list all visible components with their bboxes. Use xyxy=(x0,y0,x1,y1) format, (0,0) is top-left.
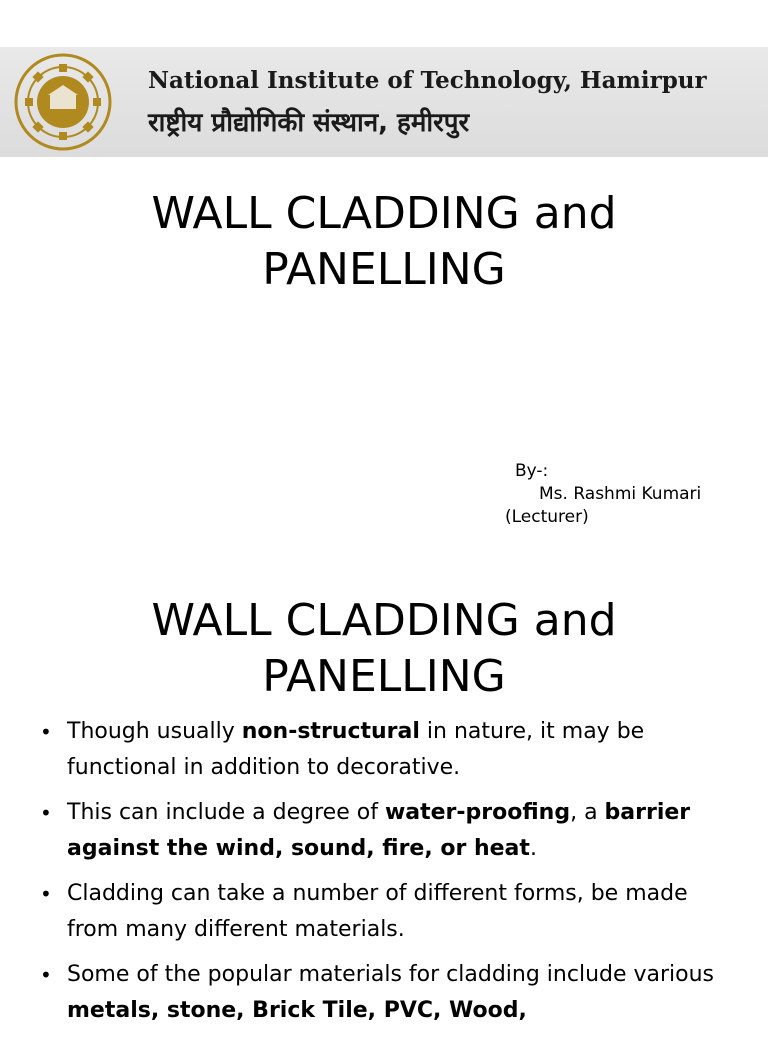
bullet-icon: • xyxy=(40,720,52,744)
institute-name-hindi: राष्ट्रीय प्रौद्योगिकी संस्थान, हमीरपुर xyxy=(148,108,470,138)
bullet-emphasis: metals, stone, Brick Tile, PVC, Wood, xyxy=(67,998,527,1023)
slide-title-line-2: PANELLING xyxy=(262,244,506,295)
bullet-icon: • xyxy=(40,882,52,906)
author-name: Ms. Rashmi Kumari xyxy=(539,484,702,504)
bullet-emphasis: non-structural xyxy=(241,719,420,744)
bullet-text: This can include a degree of xyxy=(67,800,385,825)
slide-title xyxy=(84,186,684,298)
bullet-text: , a xyxy=(570,800,605,825)
bullet-item xyxy=(40,876,740,948)
bullet-icon: • xyxy=(40,801,52,825)
bullet-list xyxy=(40,714,740,1038)
bullet-item xyxy=(40,957,740,1029)
bullet-text: Cladding can take a number of different forms, be made from many different materials. xyxy=(67,881,688,942)
bullet-emphasis: water-proofing xyxy=(384,800,571,825)
institute-banner xyxy=(0,47,768,157)
bullet-emphasis: barrier against the wind, sound, fire, or heat xyxy=(67,800,691,861)
bullet-text: in nature, it may be functional in addition to decorative. xyxy=(67,719,645,780)
by-label: By-: xyxy=(515,461,549,481)
slide-title-line-1: WALL CLADDING and xyxy=(151,188,617,239)
bullet-item xyxy=(40,714,740,786)
nit-hamirpur-logo-icon xyxy=(4,51,122,153)
bullet-icon: • xyxy=(40,963,52,987)
bullet-text: Though usually xyxy=(67,719,242,744)
institute-name-english: National Institute of Technology, Hamirpur xyxy=(148,67,707,94)
author-byline xyxy=(505,460,701,529)
bullet-text: Some of the popular materials for cladding include various xyxy=(67,962,715,987)
content-slide-title xyxy=(84,593,684,705)
bullet-text: . xyxy=(529,836,537,861)
content-title-line-2: PANELLING xyxy=(262,651,506,702)
author-role: (Lecturer) xyxy=(505,507,589,527)
content-title-line-1: WALL CLADDING and xyxy=(151,595,617,646)
bullet-item xyxy=(40,795,740,867)
